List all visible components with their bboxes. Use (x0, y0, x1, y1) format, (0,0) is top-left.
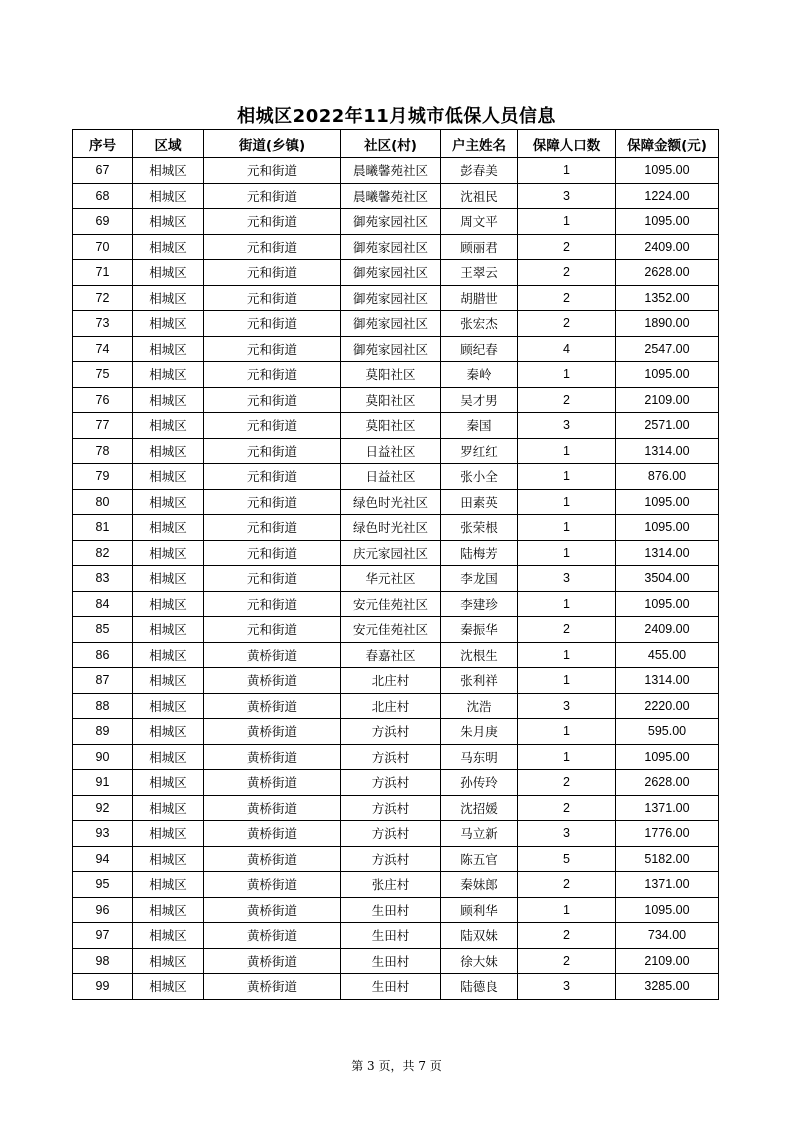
cell-householder: 王翠云 (441, 260, 518, 286)
cell-community: 御苑家园社区 (341, 234, 441, 260)
cell-persons: 3 (518, 821, 616, 847)
cell-index: 96 (73, 897, 133, 923)
cell-community: 日益社区 (341, 464, 441, 490)
table-row (73, 897, 719, 923)
cell-amount: 1095.00 (616, 489, 719, 515)
table-row (73, 617, 719, 643)
cell-community: 莫阳社区 (341, 413, 441, 439)
cell-district: 相城区 (133, 336, 204, 362)
cell-index: 81 (73, 515, 133, 541)
cell-district: 相城区 (133, 311, 204, 337)
table-row (73, 795, 719, 821)
cell-householder: 田素英 (441, 489, 518, 515)
cell-index: 92 (73, 795, 133, 821)
cell-community: 方浜村 (341, 744, 441, 770)
cell-district: 相城区 (133, 821, 204, 847)
cell-persons: 1 (518, 209, 616, 235)
cell-street: 黄桥街道 (204, 872, 341, 898)
table-row (73, 591, 719, 617)
cell-community: 晨曦馨苑社区 (341, 158, 441, 184)
cell-householder: 秦岭 (441, 362, 518, 388)
cell-community: 张庄村 (341, 872, 441, 898)
table-row (73, 311, 719, 337)
cell-street: 元和街道 (204, 158, 341, 184)
cell-householder: 徐大妹 (441, 948, 518, 974)
cell-persons: 2 (518, 285, 616, 311)
cell-householder: 孙传玲 (441, 770, 518, 796)
cell-householder: 顾利华 (441, 897, 518, 923)
cell-amount: 1314.00 (616, 540, 719, 566)
cell-community: 御苑家园社区 (341, 209, 441, 235)
cell-community: 方浜村 (341, 770, 441, 796)
cell-district: 相城区 (133, 795, 204, 821)
cell-street: 黄桥街道 (204, 821, 341, 847)
cell-street: 黄桥街道 (204, 642, 341, 668)
cell-persons: 2 (518, 617, 616, 643)
cell-amount: 1776.00 (616, 821, 719, 847)
cell-amount: 1314.00 (616, 438, 719, 464)
cell-householder: 张利祥 (441, 668, 518, 694)
cell-amount: 2409.00 (616, 234, 719, 260)
table-row (73, 158, 719, 184)
cell-community: 绿色时光社区 (341, 489, 441, 515)
cell-community: 御苑家园社区 (341, 336, 441, 362)
table-row (73, 489, 719, 515)
cell-householder: 秦妹郎 (441, 872, 518, 898)
cell-householder: 秦振华 (441, 617, 518, 643)
cell-district: 相城区 (133, 515, 204, 541)
cell-persons: 1 (518, 591, 616, 617)
cell-amount: 1095.00 (616, 209, 719, 235)
cell-householder: 胡腊世 (441, 285, 518, 311)
cell-community: 日益社区 (341, 438, 441, 464)
cell-householder: 张荣根 (441, 515, 518, 541)
cell-persons: 1 (518, 515, 616, 541)
cell-persons: 2 (518, 770, 616, 796)
cell-index: 76 (73, 387, 133, 413)
cell-index: 72 (73, 285, 133, 311)
column-header-community: 社区(村) (341, 130, 441, 158)
cell-district: 相城区 (133, 974, 204, 1000)
table-header-row (73, 130, 719, 158)
cell-householder: 朱月庚 (441, 719, 518, 745)
cell-street: 元和街道 (204, 540, 341, 566)
cell-street: 黄桥街道 (204, 744, 341, 770)
cell-community: 北庄村 (341, 668, 441, 694)
cell-amount: 3504.00 (616, 566, 719, 592)
table-row (73, 285, 719, 311)
cell-index: 68 (73, 183, 133, 209)
cell-street: 元和街道 (204, 413, 341, 439)
column-header-district: 区域 (133, 130, 204, 158)
cell-amount: 876.00 (616, 464, 719, 490)
cell-householder: 沈祖民 (441, 183, 518, 209)
cell-index: 85 (73, 617, 133, 643)
cell-amount: 2628.00 (616, 260, 719, 286)
table-row (73, 209, 719, 235)
table-row (73, 719, 719, 745)
cell-persons: 1 (518, 489, 616, 515)
table-row (73, 413, 719, 439)
cell-householder: 马东明 (441, 744, 518, 770)
cell-index: 77 (73, 413, 133, 439)
cell-community: 方浜村 (341, 719, 441, 745)
table-row (73, 846, 719, 872)
cell-householder: 沈浩 (441, 693, 518, 719)
cell-persons: 2 (518, 795, 616, 821)
cell-persons: 2 (518, 923, 616, 949)
cell-persons: 1 (518, 464, 616, 490)
cell-community: 御苑家园社区 (341, 260, 441, 286)
cell-street: 黄桥街道 (204, 846, 341, 872)
cell-householder: 沈招媛 (441, 795, 518, 821)
table-row (73, 948, 719, 974)
cell-district: 相城区 (133, 617, 204, 643)
cell-street: 元和街道 (204, 336, 341, 362)
cell-householder: 李建珍 (441, 591, 518, 617)
cell-index: 99 (73, 974, 133, 1000)
table-row (73, 438, 719, 464)
cell-district: 相城区 (133, 668, 204, 694)
table-row (73, 744, 719, 770)
cell-district: 相城区 (133, 846, 204, 872)
cell-index: 97 (73, 923, 133, 949)
cell-persons: 1 (518, 897, 616, 923)
cell-street: 黄桥街道 (204, 897, 341, 923)
cell-district: 相城区 (133, 642, 204, 668)
cell-amount: 1095.00 (616, 897, 719, 923)
cell-index: 70 (73, 234, 133, 260)
cell-community: 方浜村 (341, 795, 441, 821)
cell-householder: 陆德良 (441, 974, 518, 1000)
cell-householder: 顾纪春 (441, 336, 518, 362)
cell-index: 95 (73, 872, 133, 898)
cell-amount: 2109.00 (616, 387, 719, 413)
cell-street: 元和街道 (204, 311, 341, 337)
cell-persons: 3 (518, 183, 616, 209)
column-header-index: 序号 (73, 130, 133, 158)
cell-amount: 1095.00 (616, 744, 719, 770)
cell-street: 黄桥街道 (204, 770, 341, 796)
cell-householder: 吴才男 (441, 387, 518, 413)
cell-householder: 陆梅芳 (441, 540, 518, 566)
cell-persons: 3 (518, 413, 616, 439)
table-row (73, 668, 719, 694)
cell-index: 73 (73, 311, 133, 337)
cell-community: 北庄村 (341, 693, 441, 719)
cell-amount: 1095.00 (616, 515, 719, 541)
cell-district: 相城区 (133, 693, 204, 719)
cell-amount: 734.00 (616, 923, 719, 949)
cell-householder: 李龙国 (441, 566, 518, 592)
table-row (73, 515, 719, 541)
table-row (73, 260, 719, 286)
table-row (73, 821, 719, 847)
cell-amount: 2409.00 (616, 617, 719, 643)
cell-index: 89 (73, 719, 133, 745)
cell-street: 黄桥街道 (204, 693, 341, 719)
cell-street: 元和街道 (204, 489, 341, 515)
cell-street: 黄桥街道 (204, 923, 341, 949)
cell-district: 相城区 (133, 872, 204, 898)
cell-district: 相城区 (133, 923, 204, 949)
cell-district: 相城区 (133, 948, 204, 974)
cell-street: 元和街道 (204, 566, 341, 592)
cell-persons: 2 (518, 311, 616, 337)
cell-householder: 秦国 (441, 413, 518, 439)
page-title: 相城区2022年11月城市低保人员信息 (237, 106, 556, 127)
table-row (73, 923, 719, 949)
cell-district: 相城区 (133, 183, 204, 209)
cell-community: 莫阳社区 (341, 362, 441, 388)
cell-street: 黄桥街道 (204, 668, 341, 694)
cell-index: 69 (73, 209, 133, 235)
cell-amount: 1095.00 (616, 362, 719, 388)
cell-community: 御苑家园社区 (341, 285, 441, 311)
cell-amount: 1371.00 (616, 795, 719, 821)
cell-index: 67 (73, 158, 133, 184)
cell-index: 94 (73, 846, 133, 872)
cell-amount: 2220.00 (616, 693, 719, 719)
cell-index: 88 (73, 693, 133, 719)
cell-district: 相城区 (133, 260, 204, 286)
table-row (73, 540, 719, 566)
table-row (73, 387, 719, 413)
table-row (73, 770, 719, 796)
cell-persons: 1 (518, 362, 616, 388)
cell-street: 元和街道 (204, 183, 341, 209)
cell-community: 生田村 (341, 923, 441, 949)
cell-community: 华元社区 (341, 566, 441, 592)
cell-district: 相城区 (133, 413, 204, 439)
cell-street: 元和街道 (204, 387, 341, 413)
table-body (73, 158, 719, 1000)
cell-community: 莫阳社区 (341, 387, 441, 413)
cell-persons: 2 (518, 948, 616, 974)
cell-community: 晨曦馨苑社区 (341, 183, 441, 209)
cell-householder: 罗红红 (441, 438, 518, 464)
cell-persons: 2 (518, 260, 616, 286)
table-row (73, 464, 719, 490)
cell-community: 春嘉社区 (341, 642, 441, 668)
table-row (73, 566, 719, 592)
table-row (73, 642, 719, 668)
cell-amount: 2571.00 (616, 413, 719, 439)
cell-street: 元和街道 (204, 234, 341, 260)
cell-index: 83 (73, 566, 133, 592)
cell-street: 黄桥街道 (204, 974, 341, 1000)
cell-index: 78 (73, 438, 133, 464)
cell-persons: 1 (518, 744, 616, 770)
cell-community: 方浜村 (341, 846, 441, 872)
table-row (73, 974, 719, 1000)
cell-amount: 1314.00 (616, 668, 719, 694)
cell-householder: 张小全 (441, 464, 518, 490)
cell-persons: 2 (518, 872, 616, 898)
cell-persons: 2 (518, 234, 616, 260)
cell-amount: 1890.00 (616, 311, 719, 337)
cell-index: 71 (73, 260, 133, 286)
cell-district: 相城区 (133, 234, 204, 260)
cell-amount: 1224.00 (616, 183, 719, 209)
cell-district: 相城区 (133, 464, 204, 490)
cell-householder: 陈五官 (441, 846, 518, 872)
cell-amount: 1095.00 (616, 591, 719, 617)
cell-index: 84 (73, 591, 133, 617)
cell-persons: 1 (518, 719, 616, 745)
cell-district: 相城区 (133, 566, 204, 592)
cell-amount: 2628.00 (616, 770, 719, 796)
cell-district: 相城区 (133, 387, 204, 413)
cell-index: 98 (73, 948, 133, 974)
cell-street: 元和街道 (204, 438, 341, 464)
cell-street: 黄桥街道 (204, 948, 341, 974)
cell-street: 黄桥街道 (204, 795, 341, 821)
cell-street: 元和街道 (204, 285, 341, 311)
page-footer: 第 3 页，共 7 页 (351, 1059, 442, 1073)
cell-householder: 顾丽君 (441, 234, 518, 260)
cell-community: 生田村 (341, 974, 441, 1000)
table-row (73, 183, 719, 209)
cell-district: 相城区 (133, 540, 204, 566)
cell-street: 元和街道 (204, 515, 341, 541)
cell-index: 74 (73, 336, 133, 362)
column-header-street: 街道(乡镇) (204, 130, 341, 158)
cell-district: 相城区 (133, 744, 204, 770)
cell-district: 相城区 (133, 438, 204, 464)
cell-street: 黄桥街道 (204, 719, 341, 745)
cell-community: 安元佳苑社区 (341, 617, 441, 643)
cell-amount: 595.00 (616, 719, 719, 745)
cell-community: 方浜村 (341, 821, 441, 847)
cell-householder: 周文平 (441, 209, 518, 235)
cell-community: 生田村 (341, 897, 441, 923)
cell-district: 相城区 (133, 362, 204, 388)
cell-index: 82 (73, 540, 133, 566)
cell-householder: 张宏杰 (441, 311, 518, 337)
cell-index: 80 (73, 489, 133, 515)
cell-persons: 3 (518, 974, 616, 1000)
cell-district: 相城区 (133, 770, 204, 796)
cell-district: 相城区 (133, 591, 204, 617)
cell-householder: 陆双妹 (441, 923, 518, 949)
cell-amount: 1352.00 (616, 285, 719, 311)
cell-index: 91 (73, 770, 133, 796)
cell-persons: 1 (518, 438, 616, 464)
cell-street: 元和街道 (204, 464, 341, 490)
column-header-persons: 保障人口数 (518, 130, 616, 158)
cell-amount: 455.00 (616, 642, 719, 668)
cell-index: 75 (73, 362, 133, 388)
cell-district: 相城区 (133, 489, 204, 515)
cell-persons: 3 (518, 566, 616, 592)
cell-community: 安元佳苑社区 (341, 591, 441, 617)
cell-community: 绿色时光社区 (341, 515, 441, 541)
cell-householder: 沈根生 (441, 642, 518, 668)
cell-street: 元和街道 (204, 591, 341, 617)
table-row (73, 693, 719, 719)
cell-street: 元和街道 (204, 617, 341, 643)
cell-district: 相城区 (133, 719, 204, 745)
cell-community: 生田村 (341, 948, 441, 974)
cell-persons: 4 (518, 336, 616, 362)
table-row (73, 872, 719, 898)
cell-amount: 3285.00 (616, 974, 719, 1000)
column-header-amount: 保障金额(元) (616, 130, 719, 158)
cell-district: 相城区 (133, 897, 204, 923)
cell-persons: 5 (518, 846, 616, 872)
cell-persons: 3 (518, 693, 616, 719)
cell-householder: 马立新 (441, 821, 518, 847)
welfare-recipients-table (72, 129, 719, 1000)
cell-district: 相城区 (133, 158, 204, 184)
table-row (73, 234, 719, 260)
cell-persons: 1 (518, 668, 616, 694)
cell-community: 御苑家园社区 (341, 311, 441, 337)
cell-district: 相城区 (133, 285, 204, 311)
cell-amount: 5182.00 (616, 846, 719, 872)
table-row (73, 362, 719, 388)
cell-amount: 2547.00 (616, 336, 719, 362)
cell-amount: 1095.00 (616, 158, 719, 184)
cell-index: 79 (73, 464, 133, 490)
cell-persons: 1 (518, 158, 616, 184)
cell-persons: 1 (518, 642, 616, 668)
cell-householder: 彭春美 (441, 158, 518, 184)
cell-persons: 2 (518, 387, 616, 413)
column-header-householder: 户主姓名 (441, 130, 518, 158)
cell-index: 86 (73, 642, 133, 668)
cell-amount: 2109.00 (616, 948, 719, 974)
cell-index: 93 (73, 821, 133, 847)
cell-district: 相城区 (133, 209, 204, 235)
cell-street: 元和街道 (204, 260, 341, 286)
table-row (73, 336, 719, 362)
cell-persons: 1 (518, 540, 616, 566)
cell-community: 庆元家园社区 (341, 540, 441, 566)
cell-amount: 1371.00 (616, 872, 719, 898)
cell-index: 87 (73, 668, 133, 694)
cell-street: 元和街道 (204, 209, 341, 235)
cell-index: 90 (73, 744, 133, 770)
cell-street: 元和街道 (204, 362, 341, 388)
